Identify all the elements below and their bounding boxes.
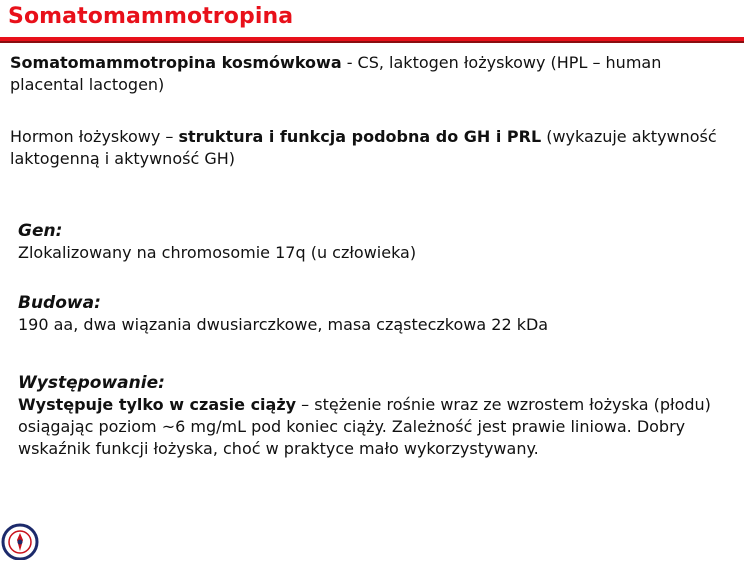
university-seal-icon	[0, 520, 40, 560]
section-text: Zlokalizowany na chromosomie 17q (u człowieka)	[18, 243, 417, 262]
section-heading: Występowanie:	[18, 373, 165, 393]
section-wystepowanie	[18, 372, 734, 460]
section-heading: Gen:	[18, 221, 63, 241]
section-text: – stężenie rośnie wraz ze wzrostem łożyska (płodu) osiągając poziom ~6 mg/mL pod koniec ciąży. Zależność jest prawie liniowa. Dobry wskaźnik funkcji łożyska, choć w praktyce mało wykorzystywany.	[18, 395, 711, 458]
section-budowa	[18, 292, 734, 336]
hormone-rest: (wykazuje aktywność laktogenną i aktywność GH)	[10, 127, 717, 168]
section-heading: Budowa:	[18, 293, 101, 313]
intro-rest: - CS, laktogen łożyskowy (HPL – human placental lactogen)	[10, 53, 662, 94]
section-bold: Występuje tylko w czasie ciąży	[18, 395, 297, 414]
title-divider-dark	[0, 41, 744, 43]
slide-title-bar	[0, 0, 744, 38]
hormone-pre: Hormon łożyskowy –	[10, 127, 179, 146]
intro-bold-term: Somatomammotropina kosmówkowa	[10, 53, 342, 72]
section-text: 190 aa, dwa wiązania dwusiarczkowe, masa cząsteczkowa 22 kDa	[18, 315, 549, 334]
hormone-paragraph	[10, 126, 734, 170]
hormone-bold: struktura i funkcja podobna do GH i PRL	[178, 127, 542, 146]
slide-title: Somatomammotropina	[8, 4, 294, 29]
section-gen	[18, 220, 734, 264]
intro-paragraph	[10, 52, 734, 96]
